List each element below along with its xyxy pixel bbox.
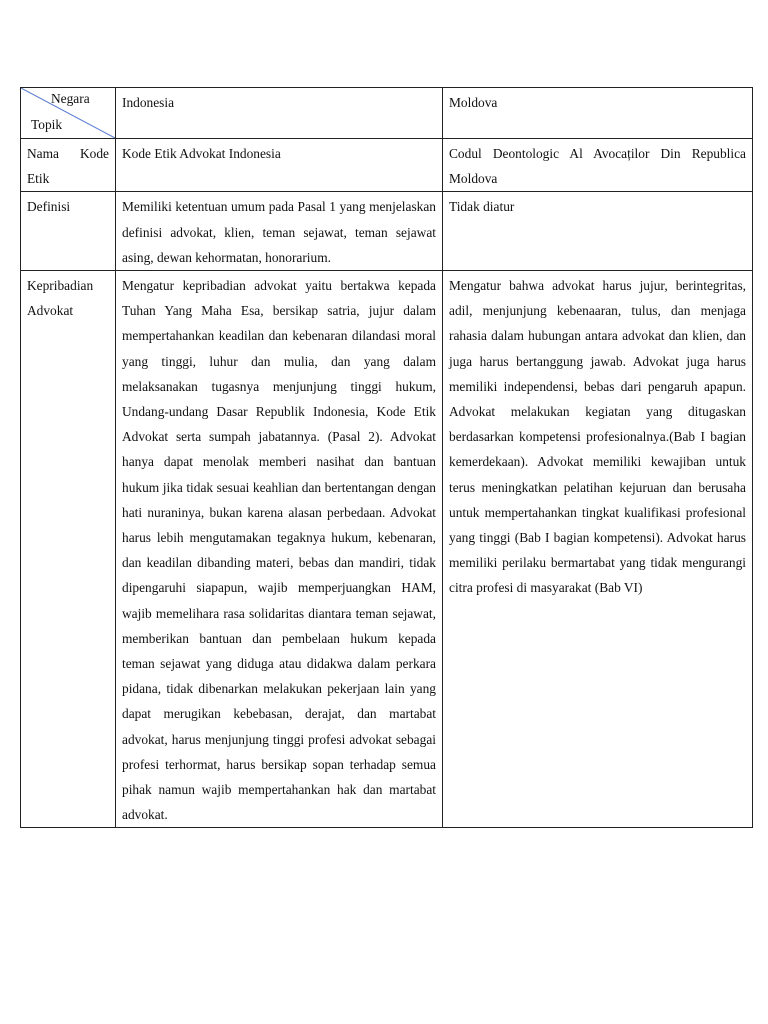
- cell-moldova-kepribadian-advokat: Mengatur bahwa advokat harus jujur, berintegritas, adil, menjunjung kebenaaran, tulus, dan menjaga rahasia dalam hubungan antara advokat dan klien, dan juga harus bertanggung jawab. Advokat juga harus memiliki independensi, bebas dari pengaruh apapun. Advokat melakukan kegiatan yang ditugaskan berdasarkan kompetensi profesionalnya.(Bab I bagian kemerdekaan). Advokat memiliki kewajiban untuk terus meningkatkan pelatihan kejuruan dan berusaha untuk mempertahankan tingkat kualifikasi profesional yang tinggi (Bab I bagian kompetensi). Advokat harus memiliki perilaku bermartabat yang tidak mengurangi citra profesi di masyarakat (Bab VI): [443, 271, 753, 828]
- row-topic-kepribadian-advokat: Kepribadian Advokat: [21, 271, 116, 828]
- corner-label-topik: Topik: [31, 117, 63, 132]
- table-row: [21, 139, 753, 192]
- header-corner-cell: [21, 88, 116, 139]
- cell-indonesia-definisi: Memiliki ketentuan umum pada Pasal 1 yang menjelaskan definisi advokat, klien, teman sejawat, teman sejawat asing, dewan kehormatan, honorarium.: [116, 192, 443, 271]
- table-row: [21, 192, 753, 271]
- cell-moldova-nama-kode-etik: [443, 139, 753, 192]
- column-header-indonesia: Indonesia: [116, 88, 443, 139]
- comparison-table: [20, 87, 753, 828]
- corner-label-negara: Negara: [51, 91, 90, 106]
- cell-indonesia-kepribadian-advokat: Mengatur kepribadian advokat yaitu bertakwa kepada Tuhan Yang Maha Esa, bersikap satria, jujur dalam mempertahankan keadilan dan kebenaran dilandasi moral yang tinggi, luhur dan mulia, dan yang dalam melaksanakan tugasnya menjunjung tinggi hukum, Undang-undang Dasar Republik Indonesia, Kode Etik Advokat serta sumpah jabatannya. (Pasal 2). Advokat hanya dapat menolak memberi nasihat dan bantuan hukum jika tidak sesuai keahlian dan bertentangan dengan hati nuraninya, bukan karena alasan perbedaan. Advokat harus lebih mengutamakan tegaknya hukum, kebenaran, dan keadilan dibanding materi, bebas dan mandiri, tidak dipengaruhi siapapun, wajib memperjuangkan HAM, wajib memelihara rasa solidaritas diantara teman sejawat, memberikan bantuan dan pembelaan hukum kepada teman sejawat yang diduga atau didakwa dalam perkara pidana, tidak dibenarkan melakukan pekerjaan lain yang dapat merugikan kebebasan, derajat, dan martabat advokat, harus menjunjung tinggi profesi advokat sebagai profesi terhormat, harus bersikap sopan terhadap semua pihak namun wajib mempertahankan hak dan martabat advokat.: [116, 271, 443, 828]
- cell-moldova-definisi: Tidak diatur: [443, 192, 753, 271]
- column-header-moldova: Moldova: [443, 88, 753, 139]
- cell-indonesia-nama-kode-etik: Kode Etik Advokat Indonesia: [116, 139, 443, 192]
- table-row: [21, 271, 753, 828]
- cell-moldova-nama-kode-etik-text: Codul Deontologic Al Avocaților Din Republica Moldova: [449, 146, 746, 187]
- row-topic-definisi: Definisi: [21, 192, 116, 271]
- row-topic-nama-kode-etik: Nama Kode Etik: [21, 139, 116, 192]
- table-header-row: [21, 88, 753, 139]
